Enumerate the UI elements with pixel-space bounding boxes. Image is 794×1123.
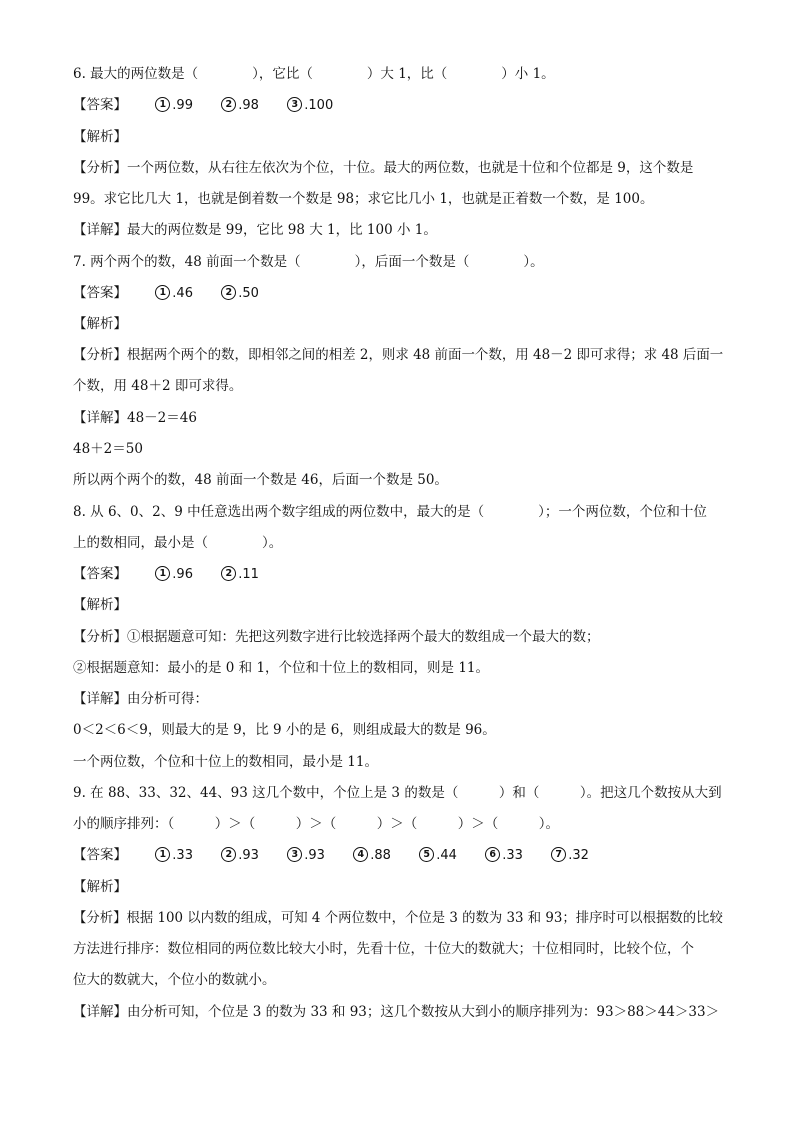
answer-item: 1 .99 (155, 95, 193, 116)
circled-number-icon: 1 (155, 847, 170, 862)
q6-answer-row (73, 95, 333, 116)
q8-answer-row (73, 564, 259, 585)
circled-number-icon: 5 (419, 847, 434, 862)
detail-text: 【详解】由分析可知，个位是 3 的数为 33 和 93；这几个数按从大到小的顺序排列为：93＞88＞44＞33＞ (73, 1004, 720, 1020)
answer-item: 4 .88 (353, 845, 391, 866)
question-8-cont: 上的数相同，最小是（ ）。 (73, 535, 283, 551)
analysis-text: 位大的数就大，个位小的数就小。 (73, 972, 276, 988)
answer-tag: 【答案】 (73, 97, 127, 113)
analysis-tag: 【解析】 (73, 316, 127, 332)
analysis-text: 99。求它比几大 1，也就是倒着数一个数是 98；求它比几小 1，也就是正着数一个数，是 100。 (73, 191, 654, 207)
detail-text: 【详解】由分析可得： (73, 691, 208, 707)
question-8: 8. 从 6、0、2、9 中任意选出两个数字组成的两位数中，最大的是（ ）；一个两位数，个位和十位 (73, 504, 707, 520)
answer-item: 1 .46 (155, 283, 193, 304)
circled-number-icon: 2 (221, 566, 236, 581)
answer-item: 1 .33 (155, 845, 193, 866)
question-7: 7. 两个两个的数，48 前面一个数是（ ），后面一个数是（ ）。 (73, 254, 544, 270)
question-9: 9. 在 88、33、32、44、93 这几个数中，个位上是 3 的数是（ ）和（ ）。把这几个数按从大到 (73, 785, 722, 801)
answer-item: 6 .33 (485, 845, 523, 866)
answer-item: 2 .50 (221, 283, 259, 304)
circled-number-icon: 4 (353, 847, 368, 862)
analysis-text: 【分析】根据 100 以内数的组成，可知 4 个两位数中，个位是 3 的数为 33 和 93；排序时可以根据数的比较 (73, 910, 723, 926)
circled-number-icon: 1 (155, 566, 170, 581)
circled-number-icon: 1 (155, 97, 170, 112)
answer-item: 3 .93 (287, 845, 325, 866)
q7-answer-row (73, 283, 259, 304)
q9-answer-row (73, 845, 589, 866)
question-9-cont: 小的顺序排列：（ ）＞（ ）＞（ ）＞（ ）＞（ ）。 (73, 816, 559, 832)
answer-item: 2 .98 (221, 95, 259, 116)
answer-item: 5 .44 (419, 845, 457, 866)
circled-number-icon: 6 (485, 847, 500, 862)
analysis-text: 个数，用 48＋2 即可求得。 (73, 378, 243, 394)
detail-text: 0＜2＜6＜9，则最大的是 9，比 9 小的是 6，则组成最大的数是 96。 (73, 722, 496, 738)
circled-number-icon: 3 (287, 847, 302, 862)
circled-number-icon: 2 (221, 285, 236, 300)
circled-number-icon: 1 (155, 285, 170, 300)
detail-text: 【详解】48－2＝46 (73, 410, 197, 426)
analysis-tag: 【解析】 (73, 597, 127, 613)
answer-tag: 【答案】 (73, 847, 127, 863)
analysis-tag: 【解析】 (73, 879, 127, 895)
detail-text: 一个两位数，个位和十位上的数相同，最小是 11。 (73, 754, 378, 770)
answer-tag: 【答案】 (73, 566, 127, 582)
detail-text: 48＋2＝50 (73, 441, 143, 457)
analysis-text: 【分析】①根据题意可知：先把这列数字进行比较选择两个最大的数组成一个最大的数； (73, 629, 600, 645)
answer-tag: 【答案】 (73, 285, 127, 301)
circled-number-icon: 3 (287, 97, 302, 112)
answer-item: 3 .100 (287, 95, 333, 116)
detail-text: 所以两个两个的数，48 前面一个数是 46，后面一个数是 50。 (73, 472, 448, 488)
analysis-text: 方法进行排序：数位相同的两位数比较大小时，先看十位，十位大的数就大；十位相同时，比较个位，个 (73, 941, 694, 957)
analysis-tag: 【解析】 (73, 129, 127, 145)
question-6: 6. 最大的两位数是（ ），它比（ ）大 1，比（ ）小 1。 (73, 66, 555, 82)
answer-item: 2 .11 (221, 564, 259, 585)
detail-text: 【详解】最大的两位数是 99，它比 98 大 1，比 100 小 1。 (73, 222, 437, 238)
analysis-text: ②根据题意知：最小的是 0 和 1，个位和十位上的数相同，则是 11。 (73, 660, 490, 676)
circled-number-icon: 7 (551, 847, 566, 862)
analysis-text: 【分析】一个两位数，从右往左依次为个位，十位。最大的两位数，也就是十位和个位都是 9，这个数是 (73, 160, 694, 176)
circled-number-icon: 2 (221, 97, 236, 112)
analysis-text: 【分析】根据两个两个的数，即相邻之间的相差 2，则求 48 前面一个数，用 48－2 即可求得；求 48 后面一 (73, 347, 724, 363)
answer-item: 1 .96 (155, 564, 193, 585)
circled-number-icon: 2 (221, 847, 236, 862)
answer-item: 2 .93 (221, 845, 259, 866)
answer-item: 7 .32 (551, 845, 589, 866)
